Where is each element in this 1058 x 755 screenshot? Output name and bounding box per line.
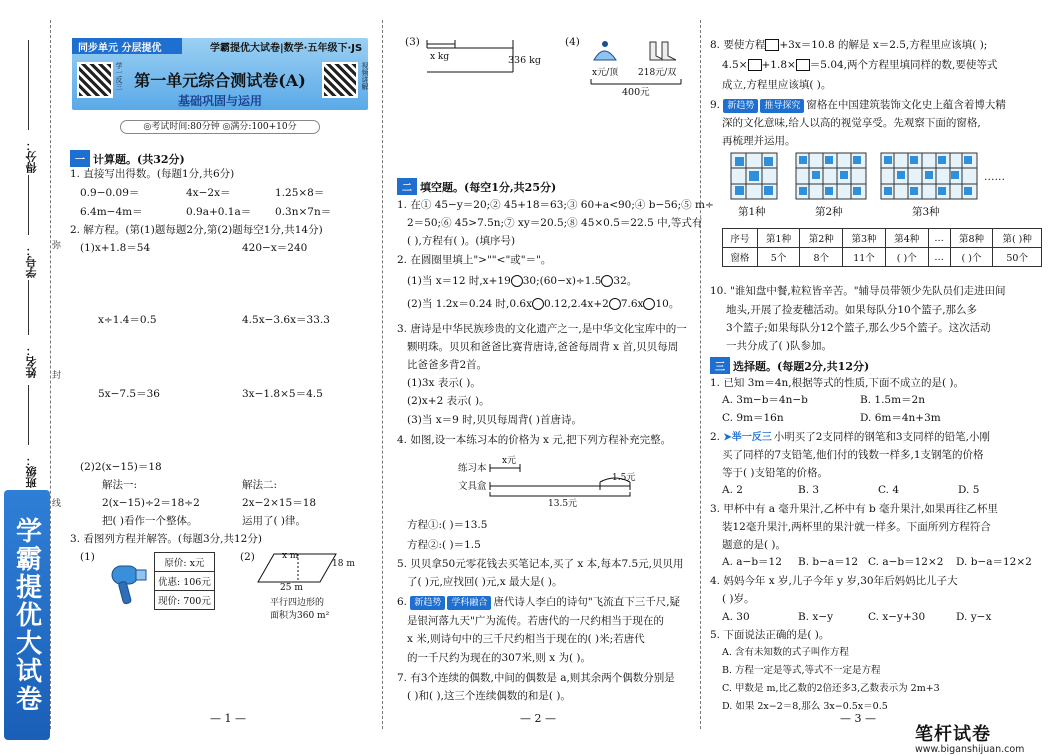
table-cell[interactable]: ( )个 [885,248,928,267]
fill-q2-part2 [407,297,679,311]
fill-q2-text: 7.6x [620,298,644,310]
subject-fusion-tag: 学科融合 [447,596,491,610]
choice-option[interactable]: B. x−y [798,611,834,623]
table-cell: 5个 [757,248,800,267]
section-1-number: 一 [70,150,90,167]
fill-q10-line: 地头,开展了捡麦穗活动。如果每队分10个篮子,那么多 [726,304,978,316]
answer-box[interactable] [796,59,810,71]
fill-q6-text: 唐代诗人李白的诗句"飞流直下三千尺,疑 [493,596,681,608]
calc-item: 0.3n×7n＝ [275,206,332,218]
fill-q8-text: 4.5× [722,59,748,71]
choice-q4-blank[interactable]: ( )岁。 [722,593,755,605]
page-title: 第一单元综合测试卷(A) [134,71,306,90]
column-divider-1 [382,20,383,729]
picture-1-label: (1) [80,551,95,563]
answer-box[interactable] [748,59,762,71]
solution-1-label: 解法一: [102,479,138,491]
choice-option[interactable]: D. 如果 2x−2＝8,那么 3x−0.5x＝0.5 [722,701,888,712]
table-cell: 序号 [723,229,758,248]
qr-left-caption: 学一反三 [115,62,123,90]
q3-prompt: 3. 看图列方程并解答。(每题3分,共12分) [70,533,262,545]
fill-q1-line: 2＝50;⑥ 45>7.5n;⑦ xy＝20.5;⑧ 45×0.5＝22.5 中,等式有 [407,217,703,229]
table-row [723,229,1042,248]
diagram-3-x: x kg [430,52,450,62]
exam-meta: ◎考试时间:80分钟 ◎满分:100+10分 [120,120,320,134]
fill-q8-text: +1.8× [761,59,796,71]
calc-item: 0.9a+0.1a＝ [186,206,252,218]
label-pencil-box: 文具盒 [458,481,487,492]
parallelogram-height: 18 m [332,559,355,569]
calc-item: 1.25×8＝ [275,187,325,199]
choice-q2-blank[interactable]: 等于( )支铅笔的价格。 [722,467,829,479]
fill-q7-line: 7. 有3个连续的偶数,中间的偶数是 a,则其余两个偶数分别是 [397,672,675,684]
cut-line [50,20,51,729]
brand-strip [4,490,50,740]
choice-option[interactable]: A. 30 [722,611,750,623]
picture-2-label: (2) [240,551,255,563]
student-id-label: 学号： [25,245,38,278]
fill-q3-line: 3. 唐诗是中华民族珍贵的文化遗产之一,是中华文化宝库中的一 [397,323,687,335]
choice-q3-blank[interactable]: 题意的是( )。 [722,539,787,551]
fill-q3-blank[interactable]: (1)3x 表示( )。 [407,377,481,389]
compare-circle[interactable] [532,298,544,310]
fill-q10-line: 10. "谁知盘中餐,粒粒皆辛苦。"辅导员带领少先队员们走进田间 [710,285,1006,297]
equation: (1)x+1.8＝54 [80,242,151,254]
score-line [28,40,29,130]
choice-option[interactable]: B. b−a＝12 [798,556,859,568]
choice-option[interactable]: A. 3m−b＝4n−b [722,394,808,406]
window-pattern-3 [880,152,978,200]
fill-q2-text: 10。 [655,298,680,310]
fill-q8-text: ＝5.04,两个方程里填同样的数,要使等式 [809,59,998,71]
fill-q3-line: 颗明珠。贝贝和爸爸比赛背唐诗,爸爸每周背 x 首,贝贝每周 [407,341,679,353]
parallelogram-side-x: x m [282,551,299,561]
section-3-heading [710,357,869,374]
section-1-title: 计算题。(共32分) [93,152,185,166]
equation: (2)2(x−15)＝18 [80,461,162,473]
section-3-number: 三 [710,357,730,374]
choice-q2-line: 买了同样的7支铅笔,他们付的钱数一样多,1支钢笔的价格 [722,449,984,461]
fill-q8-line1 [710,38,987,52]
choice-option[interactable]: C. 4 [878,484,900,496]
solution-2-label: 解法二: [242,479,278,491]
choice-q2-line [710,430,990,445]
equation: 4.5x−3.6x＝33.3 [242,314,330,326]
q9-number: 9. [710,99,724,111]
choice-option[interactable]: D. 5 [958,484,980,496]
qr-right-caption: 视频讲解 [361,62,369,90]
section-2-heading [397,178,556,195]
page-number-2: — 2 — [520,712,556,725]
table-cell: 第3种 [843,229,886,248]
compare-circle[interactable] [609,298,621,310]
section-3-title: 选择题。(每题2分,共12分) [733,359,870,373]
choice-option[interactable]: A. 2 [722,484,743,496]
seal-mark-feng: 封 [52,371,62,381]
pattern-2-label: 第2种 [815,206,843,218]
name-line [28,280,29,335]
table-cell: … [928,248,950,267]
fill-q6-blank[interactable]: x 米,则诗句中的三千尺约相当于现在的( )米;若唐代 [407,633,645,645]
fill-q1-blank[interactable]: ( ),方程有( )。(填序号) [407,235,516,247]
fill-q2-text: (1)当 x＝12 时,x+19 [407,275,511,287]
calc-item: 0.9−0.09＝ [80,187,140,199]
choice-option[interactable]: C. a−b＝12×2 [868,556,944,568]
table-cell[interactable]: 第( )种 [993,229,1042,248]
parallelogram-note-2: 面积为360 m² [270,611,330,621]
calc-item: 6.4m−4m＝ [80,206,143,218]
solution-2-blank[interactable]: 运用了( )律。 [242,515,307,527]
extension-tag: ➤举一反三 [723,432,772,443]
equation: 3x−1.8×5＝4.5 [242,388,323,400]
fill-q1-line: 1. 在① 45−y＝20;② 45+18＝63;③ 60+a<90;④ b−56;⑤ m÷ [397,199,714,211]
seal-mark-mi: 弥 [52,241,62,251]
new-trend-tag: 新趋势 [410,596,445,610]
price-discount: 优惠: 106元 [155,572,215,591]
compare-circle[interactable] [643,298,655,310]
fill-q4-prompt: 4. 如图,设一本练习本的价格为 x 元,把下列方程补充完整。 [397,434,672,446]
price-table [154,552,215,610]
parallelogram-note-1: 平行四边形的 [270,598,325,608]
price-original: 原价: x元 [155,553,215,572]
q2-prompt: 2. 解方程。(第(1)题每题2分,第(2)题每空1分,共14分) [70,224,323,236]
choice-option[interactable]: C. 9m＝16n [722,412,784,424]
choice-option[interactable]: B. 3 [798,484,820,496]
hair-dryer-icon [108,560,150,610]
choice-option[interactable]: D. 6m＝4n+3m [860,412,941,424]
fill-q3-blank[interactable]: (3)当 x＝9 时,贝贝每周背( )首唐诗。 [407,414,583,426]
class-label: 班级： [25,455,38,488]
table-cell: 50个 [993,248,1042,267]
fill-q8-line2 [722,58,997,72]
q6-number: 6. [397,596,411,608]
fill-q6-line [397,595,680,610]
fill-q2-text: 32。 [613,275,638,287]
qr-code-left[interactable] [77,62,113,98]
choice-option[interactable]: A. a−b＝12 [722,556,782,568]
hat-and-boots-icon [590,38,680,66]
site-watermark [915,720,1024,755]
answer-box[interactable] [765,39,779,51]
diagram-4-total: 400元 [622,87,650,98]
fill-q9-text: 窗格在中国建筑装饰文化史上蕴含着博大精 [806,99,1006,111]
fill-q9-line: 再梳理并运用。 [722,135,796,147]
fill-q10-blank[interactable]: 一共分成了( )队参加。 [726,340,833,352]
choice-option[interactable]: D. y−x [956,611,992,623]
qr-code-right[interactable] [322,62,358,98]
equation-2-blank[interactable]: 方程②:( )＝1.5 [407,539,481,551]
table-cell[interactable]: ( )个 [950,248,993,267]
window-pattern-1 [730,152,778,200]
label-13-5-yuan: 13.5元 [548,499,578,509]
fill-q3-blank[interactable]: (2)x+2 表示( )。 [407,395,490,407]
page-number-1: — 1 — [210,712,246,725]
choice-option[interactable]: B. 方程一定是等式,等式不一定是方程 [722,665,881,676]
pattern-continuation: …… [984,171,1005,183]
series-name: 学霸提优大试卷|数学·五年级下·JS [210,43,363,54]
fill-q6-line: 是银河落九天"广为流传。若唐代的一尺约相当于现在的 [407,615,664,627]
choice-option[interactable]: C. 甲数是 m,比乙数的2倍还多3,乙数表示为 2m+3 [722,683,940,694]
choice-q1-prompt: 1. 已知 3m＝4n,根据等式的性质,下面不成立的是( )。 [710,377,964,389]
fill-q2-text: (2)当 1.2x＝0.24 时,0.6x [407,298,533,310]
fill-q10-line: 3个篮子;如果每队分12个篮子,那么少5个篮子。这次活动 [726,322,991,334]
fill-q2-prompt: 2. 在圆圈里填上">""<"或"＝"。 [397,254,552,266]
label-1-5-yuan: 1.5元 [612,473,636,483]
label-x-yuan: x元 [502,456,517,466]
equation: 420−x＝240 [242,242,308,254]
choice-option[interactable]: A. 含有未知数的式子叫作方程 [722,647,849,658]
pattern-3-label: 第3种 [912,206,940,218]
calc-item: 4x−2x＝ [186,187,231,199]
table-cell: 第4种 [885,229,928,248]
fill-q8-text: +3x＝10.8 的解是 x＝2.5,方程里应该填( ); [779,39,988,51]
choice-option[interactable]: B. 1.5m＝2n [860,394,925,406]
table-cell: 窗格 [723,248,758,267]
class-line [28,385,29,445]
page-subtitle: 基础巩固与运用 [177,94,262,108]
fill-q8-text: 8. 要使方程 [710,39,766,51]
diagram-3-total: 336 kg [508,55,541,66]
section-2-number: 二 [397,178,417,195]
window-pattern-2 [795,152,867,200]
fill-q5-line: 5. 贝贝拿50元零花钱去买笔记本,买了 x 本,每本7.5元,贝贝用 [397,558,684,570]
choice-q3-line: 3. 甲杯中有 a 毫升果汁,乙杯中有 b 毫升果汁,如果再往乙杯里 [710,503,998,515]
fill-q7-blank[interactable]: ( )和( ),这三个连续偶数的和是( )。 [407,690,571,702]
derivation-tag: 推导探究 [760,99,804,113]
q2-number: 2. [710,431,724,443]
fill-q9-line [710,98,1006,113]
choice-q5-prompt: 5. 下面说法正确的是( )。 [710,629,830,641]
table-cell: 第1种 [757,229,800,248]
window-count-table [722,228,1042,267]
solution-2-step: 2x−2×15＝18 [242,497,317,509]
q1-prompt: 1. 直接写出得数。(每题1分,共6分) [70,168,235,180]
choice-q4-line: 4. 妈妈今年 x 岁,儿子今年 y 岁,30年后妈妈比儿子大 [710,575,958,587]
fill-q2-text: 30;(60−x)÷1.5 [522,275,602,287]
fill-q6-blank[interactable]: 的一千尺约为现在的307米,则 x 为( )。 [407,652,592,664]
seal-mark-xian: 线 [52,499,62,509]
price-current: 现价: 700元 [155,591,215,610]
choice-option[interactable]: C. x−y+30 [868,611,926,623]
section-1-heading [70,150,185,167]
parallelogram-base: 25 m [280,583,303,593]
diagram-4-boots-price: 218元/双 [638,68,677,78]
fill-q3-line: 比爸爸多背2首。 [407,359,488,371]
page-number-3: — 3 — [840,712,876,725]
picture-3-label: (3) [405,36,420,48]
column-divider-2 [700,20,701,729]
watermark-name: 笔杆试卷 [915,724,991,745]
table-cell: 第8种 [950,229,993,248]
equation: x÷1.4＝0.5 [98,314,157,326]
label-exercise-book: 练习本 [458,463,487,474]
fill-q9-line: 深的文化意味,给人以高的视觉享受。先观察下面的窗格, [722,117,981,129]
table-cell: 11个 [843,248,886,267]
solution-1-step: 2(x−15)÷2＝18÷2 [102,497,200,509]
equation: 5x−7.5＝36 [98,388,160,400]
compare-circle[interactable] [601,275,613,287]
fill-q2-text: 0.12,2.4x+2 [544,298,609,310]
unit-tag: 同步单元 分层提优 [72,38,182,54]
fill-q5-blank[interactable]: 了( )元,应找回( )元,x 最大是( )。 [407,576,563,588]
table-cell: 8个 [800,248,843,267]
name-label: 姓名： [25,345,38,378]
watermark-url[interactable]: www.biganshijuan.com [915,744,1025,755]
table-cell: 第2种 [800,229,843,248]
new-trend-tag: 新趋势 [723,99,758,113]
table-row [723,248,1042,267]
equation-1-blank[interactable]: 方程①:( )＝13.5 [407,519,488,531]
choice-q3-line: 装12毫升果汁,两杯里的果汁就一样多。下面所列方程符合 [722,521,991,533]
pattern-1-label: 第1种 [738,206,766,218]
diagram-4-hat-price: x元/顶 [592,68,619,78]
picture-4-label: (4) [565,36,580,48]
brand-text: 学霸提优大试卷 [11,517,42,713]
score-label: 得分： [25,140,38,173]
fill-q2-part1 [407,274,637,288]
solution-1-blank[interactable]: 把( )看作一个整体。 [102,515,198,527]
choice-option[interactable]: D. b−a＝12×2 [956,556,1032,568]
choice-q2-text: 小明买了2支同样的钢笔和3支同样的铅笔,小刚 [773,431,990,443]
id-line [28,175,29,235]
table-cell: … [928,229,950,248]
section-2-title: 填空题。(每空1分,共25分) [420,180,557,194]
fill-q8-blank[interactable]: 成立,方程里应该填( )。 [722,79,832,91]
compare-circle[interactable] [511,275,523,287]
